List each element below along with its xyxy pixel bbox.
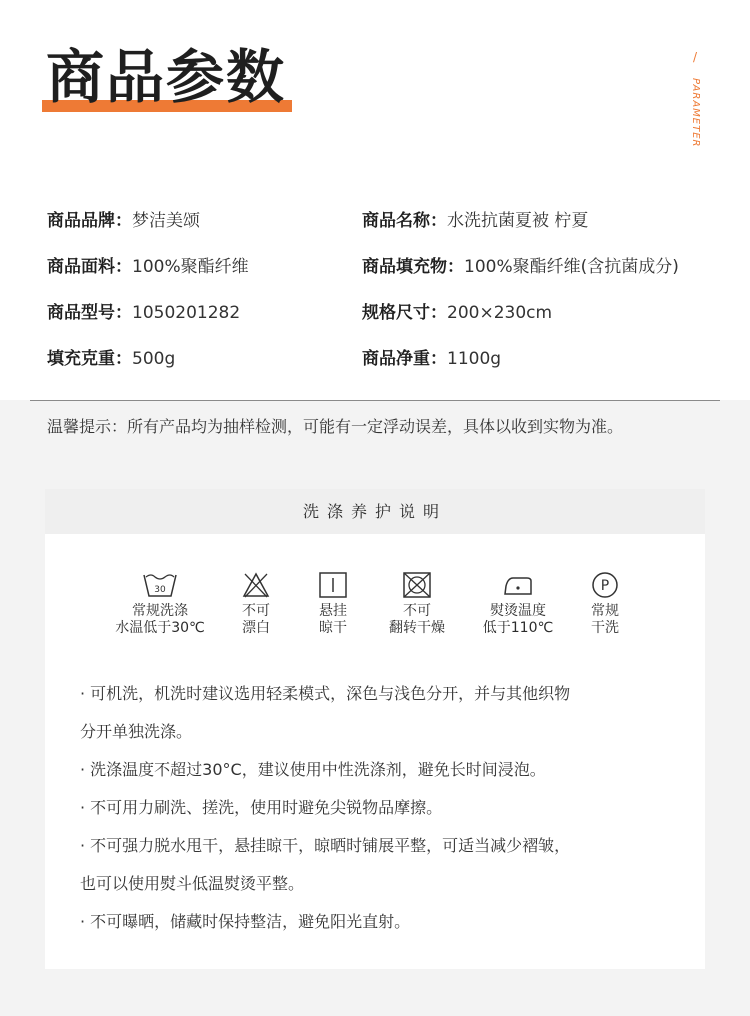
care-label: 熨烫温度 xyxy=(490,603,546,619)
no-tumble-dry-icon xyxy=(402,571,432,599)
care-instruction: · 不可用力刷洗、搓洗，使用时避免尖锐物品摩擦。 xyxy=(80,798,443,817)
divider xyxy=(30,400,720,401)
care-label: 常规 xyxy=(591,603,619,619)
spec-key: 规格尺寸： xyxy=(362,303,447,323)
care-item-wash xyxy=(105,571,215,637)
spec-brand xyxy=(47,210,200,232)
wash-30-icon xyxy=(142,571,178,599)
care-instruction: · 洗涤温度不超过30°C，建议使用中性洗涤剂，避免长时间浸泡。 xyxy=(80,760,546,779)
spec-value: 200×230cm xyxy=(447,303,553,323)
care-label: 悬挂 xyxy=(319,603,347,619)
spec-size xyxy=(362,302,552,324)
spec-value: 梦洁美颂 xyxy=(132,211,200,231)
care-item-dryclean xyxy=(550,571,660,637)
spec-key: 商品品牌： xyxy=(47,211,132,231)
care-instruction: 分开单独洗涤。 xyxy=(80,722,193,741)
care-label: 晾干 xyxy=(319,620,347,636)
wash-temp: 30 xyxy=(154,585,166,595)
care-instruction: · 不可强力脱水甩干，悬挂晾干，晾晒时铺展平整，可适当减少褶皱， xyxy=(80,836,571,855)
care-instruction: · 可机洗，机洗时建议选用轻柔模式，深色与浅色分开，并与其他织物 xyxy=(80,684,571,703)
spec-fill-weight xyxy=(47,348,175,370)
hang-dry-icon xyxy=(318,571,348,599)
care-item-tumble xyxy=(362,571,472,637)
spec-value: 100%聚酯纤维 xyxy=(132,257,249,277)
spec-value: 1100g xyxy=(447,349,502,369)
spec-value: 1050201282 xyxy=(132,303,241,323)
dry-clean-letter: P xyxy=(600,578,610,594)
care-label: 不可 xyxy=(242,603,270,619)
spec-name xyxy=(362,210,588,232)
care-label: 低于110℃ xyxy=(482,620,554,636)
spec-key: 商品名称： xyxy=(362,211,447,231)
care-instruction: 也可以使用熨斗低温熨烫平整。 xyxy=(80,874,305,893)
spec-value: 100%聚酯纤维(含抗菌成分) xyxy=(464,257,679,277)
side-slash: / xyxy=(693,50,698,64)
spec-net-weight xyxy=(362,348,501,370)
spec-fabric xyxy=(47,256,249,278)
care-label: 不可 xyxy=(403,603,431,619)
care-label: 漂白 xyxy=(242,620,270,636)
spec-model xyxy=(47,302,240,324)
care-label: 干洗 xyxy=(591,620,619,636)
care-instruction: · 不可曝晒，储藏时保持整洁，避免阳光直射。 xyxy=(80,912,411,931)
care-card xyxy=(45,489,705,969)
care-heading: 洗涤养护说明 xyxy=(45,489,705,534)
spec-key: 商品型号： xyxy=(47,303,132,323)
care-label: 水温低于30℃ xyxy=(115,620,205,636)
iron-low-icon xyxy=(501,571,535,599)
spec-key: 商品填充物： xyxy=(362,257,464,277)
spec-key: 填充克重： xyxy=(47,349,132,369)
dry-clean-p-icon xyxy=(590,571,620,599)
care-label: 翻转干燥 xyxy=(389,620,445,636)
reminder-text: 温馨提示：所有产品均为抽样检测，可能有一定浮动误差，具体以收到实物为准。 xyxy=(47,417,624,436)
spec-key: 商品净重： xyxy=(362,349,447,369)
page-title: 商品参数 xyxy=(46,43,287,111)
spec-value: 500g xyxy=(132,349,176,369)
spec-filling xyxy=(362,256,679,278)
side-label: PARAMETER xyxy=(690,78,701,148)
care-label: 常规洗涤 xyxy=(132,603,188,619)
spec-value: 水洗抗菌夏被 柠夏 xyxy=(447,211,589,231)
no-bleach-icon xyxy=(241,571,271,599)
spec-key: 商品面料： xyxy=(47,257,132,277)
